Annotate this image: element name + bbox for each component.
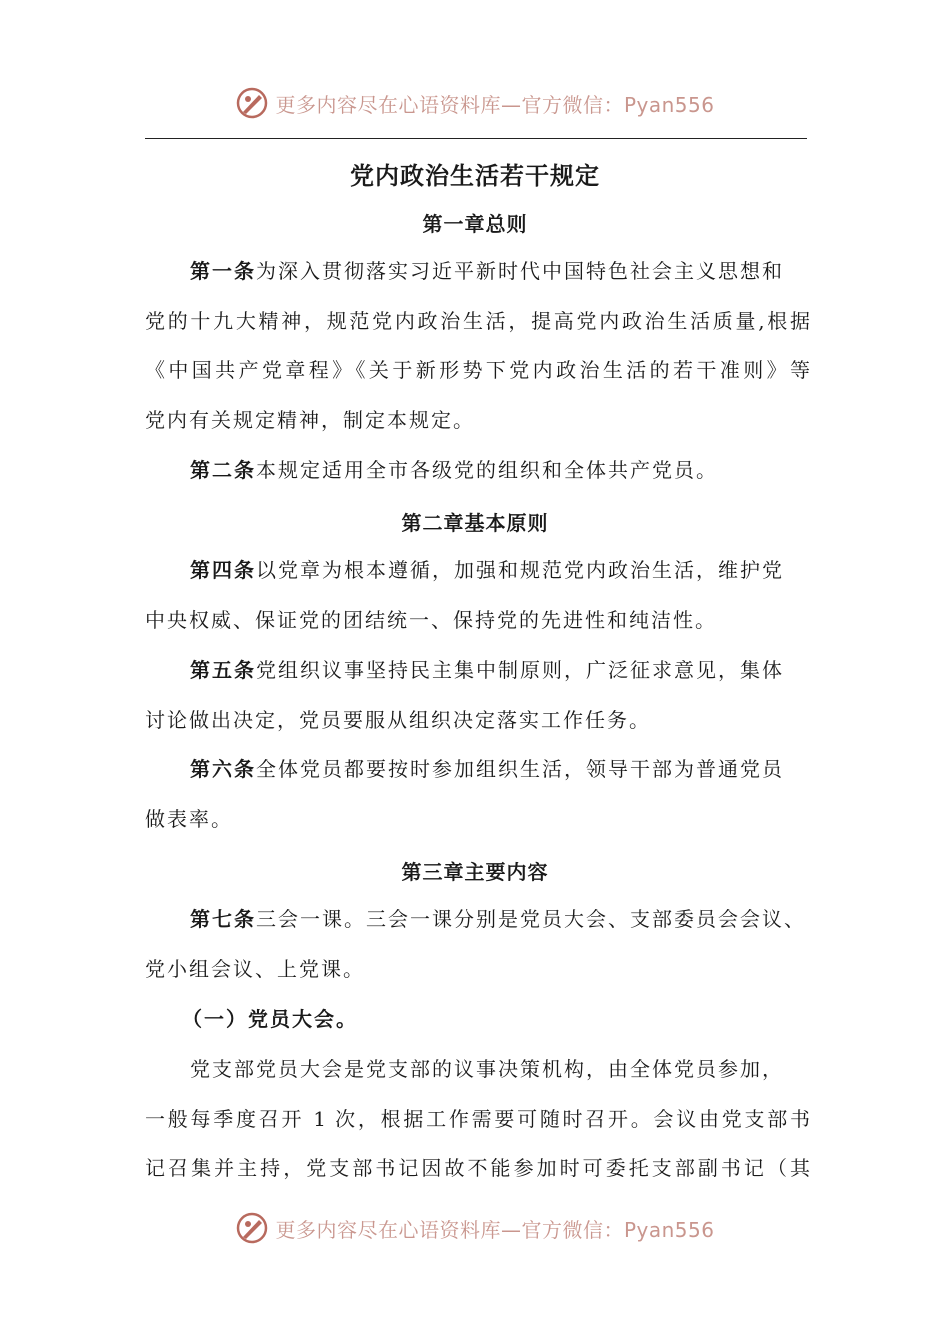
paragraph-line-3: 记召集并主持，党支部书记因故不能参加时可委托支部副书记（其 [145,1156,810,1180]
article-6-line-2: 做表率。 [145,807,233,831]
paragraph-line-2: 一般每季度召开 1 次，根据工作需要可随时召开。会议由党支部书 [145,1107,810,1131]
header-watermark [0,78,950,128]
document-title: 党内政治生活若干规定 [350,161,600,190]
article-4-line-1: 第四条以党章为根本遵循，加强和规范党内政治生活，维护党 [190,558,784,582]
footer-watermark [0,1203,950,1253]
article-6-line-1: 第六条全体党员都要按时参加组织生活，领导干部为普通党员 [190,757,784,781]
article-7-label: 第七条 [190,907,256,931]
chapter-3-heading: 第三章主要内容 [401,860,549,884]
article-1-line-1: 第一条为深入贯彻落实习近平新时代中国特色社会主义思想和 [190,259,784,283]
header-rule [145,138,807,139]
pen-logo-icon [235,86,269,120]
footer-watermark-text: 更多内容尽在心语资料库—官方微信：Pyan556 [275,1217,715,1242]
pen-logo-icon [235,1211,269,1245]
article-2-line-1: 第二条本规定适用全市各级党的组织和全体共产党员。 [190,458,718,482]
article-7-line-2: 党小组会议、上党课。 [145,957,365,981]
article-2-label: 第二条 [190,458,256,482]
chapter-2-heading: 第二章基本原则 [401,511,549,535]
paragraph-line-1: 党支部党员大会是党支部的议事决策机构，由全体党员参加， [190,1057,784,1081]
article-1-label: 第一条 [190,259,256,283]
article-1-line-4: 党内有关规定精神，制定本规定。 [145,408,475,432]
chapter-1-heading: 第一章总则 [422,212,528,236]
article-4-line-2: 中央权威、保证党的团结统一、保持党的先进性和纯洁性。 [145,608,717,632]
article-1-line-2: 党的十九大精神，规范党内政治生活，提高党内政治生活质量,根据 [145,309,810,333]
subsection-heading: （一）党员大会。 [182,1007,358,1031]
article-6-label: 第六条 [190,757,256,781]
article-4-label: 第四条 [190,558,256,582]
article-5-label: 第五条 [190,658,256,682]
article-5-line-2: 讨论做出决定，党员要服从组织决定落实工作任务。 [145,708,651,732]
article-7-line-1: 第七条三会一课。三会一课分别是党员大会、支部委员会会议、 [190,907,806,931]
article-1-line-3: 《中国共产党章程》《关于新形势下党内政治生活的若干准则》等 [145,358,810,382]
header-watermark-text: 更多内容尽在心语资料库—官方微信：Pyan556 [275,92,715,117]
article-5-line-1: 第五条党组织议事坚持民主集中制原则，广泛征求意见，集体 [190,658,784,682]
